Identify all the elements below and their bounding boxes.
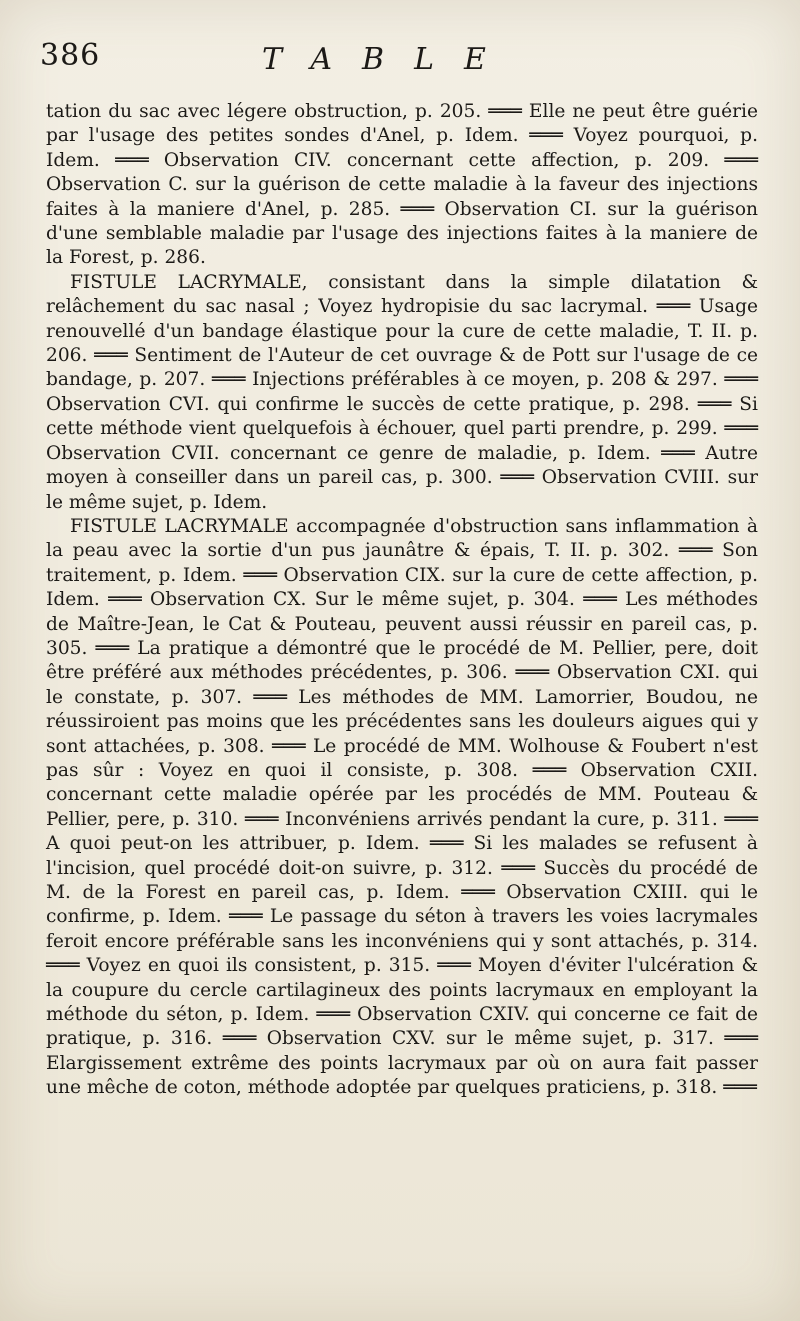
index-text — [46, 100, 758, 1101]
page-number: 386 — [40, 38, 101, 73]
page-header — [40, 38, 740, 88]
index-entry-continuation: tation du sac avec légere obstruction, p. 205. ═══ Elle ne peut être guérie par l'usage des petites sondes d'Anel, p. Idem. ═══ Voyez pourquoi, p. Idem. ═══ Observation CIV. concernant cette affection, p. 209. ═══ Observation C. sur la guérison de cette maladie à la faveur des injections faites à la maniere d'Anel, p. 285. ═══ Observation CI. sur la guérison d'une semblable maladie par l'usage des injections faites à la maniere de la Forest, p. 286. — [46, 101, 758, 269]
index-entry-fistule-obstruction: FISTULE LACRYMALE accompagnée d'obstruction sans inflammation à la peau avec la sortie d'un pus jaunâtre & épais, T. II. p. 302. ═══ Son traitement, p. Idem. ═══ Observation CIX. sur la cure de cette affection, p. Idem. ═══ Observation CX. Sur le même sujet, p. 304. ═══ Les méthodes de Maître-Jean, le Cat & Pouteau, peuvent aussi réussir en pareil cas, p. 305. ═══ La pratique a démontré que le procédé de M. Pellier, pere, doit être préféré aux méthodes précédentes, p. 306. ═══ Observation CXI. qui le constate, p. 307. ═══ Les méthodes de MM. Lamorrier, Boudou, ne réussiroient pas moins que les précédentes sans les douleurs aigues qui y sont attachées, p. 308. ═══ Le procédé de MM. Wolhouse & Foubert n'est pas sûr : Voyez en quoi il consiste, p. 308. ═══ Observation CXII. concernant cette maladie opérée par les procédés de MM. Pouteau & Pellier, pere, p. 310. ═══ Inconvéniens arrivés pendant la cure, p. 311. ═══ A quoi peut-on les attribuer, p. Idem. ═══ Si les malades se refusent à l'incision, quel procédé doit-on suivre, p. 312. ═══ Succès du procédé de M. de la Forest en pareil cas, p. Idem. ═══ Observation CXIII. qui le confirme, p. Idem. ═══ Le passage du séton à travers les voies lacrymales feroit encore préférable sans les inconvéniens qui y sont attachés, p. 314. ═══ Voyez en quoi ils consistent, p. 315. ═══ Moyen d'éviter l'ulcération & la coupure du cercle cartilagineux des points lacrymaux en employant la méthode du séton, p. Idem. ═══ Observation CXIV. qui concerne ce fait de pratique, p. 316. ═══ Observation CXV. sur le même sujet, p. 317. ═══ Elargissement extrême des points lacrymaux par où on aura fait passer une mêche de coton, méthode adoptée par quelques praticiens, p. 318. ═══ — [46, 515, 758, 1099]
index-entry-fistule-dilatation: FISTULE LACRYMALE, consistant dans la simple dilatation & relâchement du sac nasal ; Voyez hydropisie du sac lacrymal. ═══ Usage renouvellé d'un bandage élastique pour la cure de cette maladie, T. II. p. 206. ═══ Sentiment de l'Auteur de cet ouvrage & de Pott sur l'usage de ce bandage, p. 207. ═══ Injections préférables à ce moyen, p. 208 & 297. ═══ Observation CVI. qui confirme le succès de cette pratique, p. 298. ═══ Si cette méthode vient quelquefois à échouer, quel parti prendre, p. 299. ═══ Observation CVII. concernant ce genre de maladie, p. Idem. ═══ Autre moyen à conseiller dans un pareil cas, p. 300. ═══ Observation CVIII. sur le même sujet, p. Idem. — [46, 271, 758, 513]
running-head: TABLE — [262, 42, 516, 77]
